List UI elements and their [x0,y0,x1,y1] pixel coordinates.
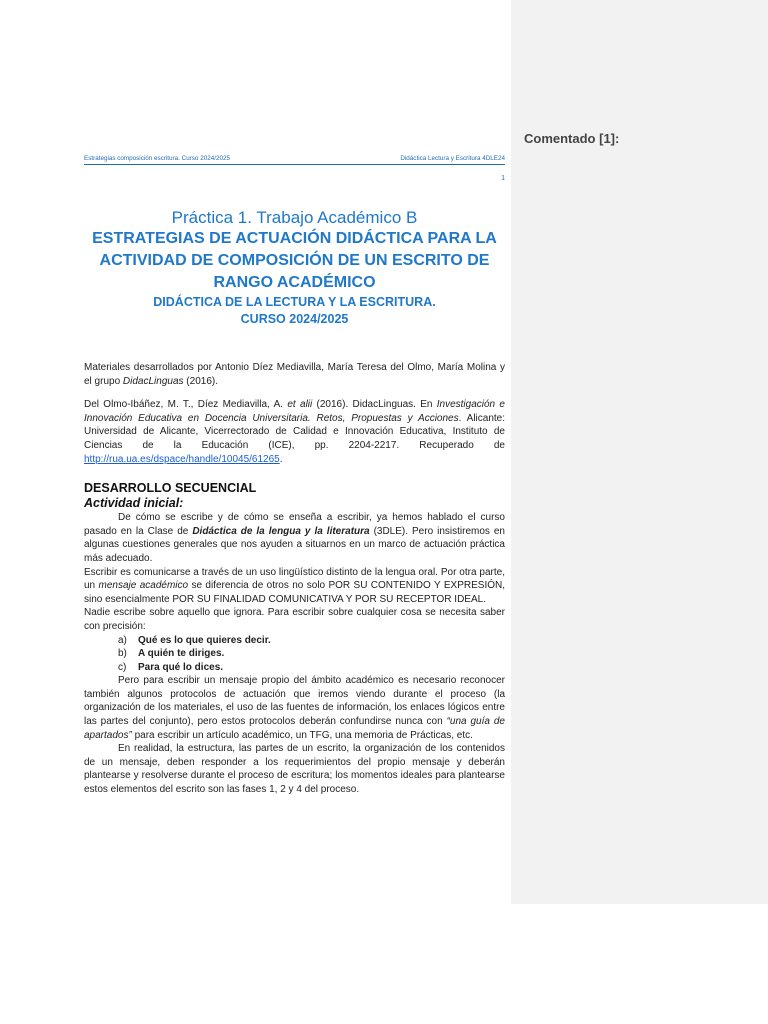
main-title-line3: RANGO ACADÉMICO [213,274,376,291]
page-header [84,155,505,165]
list-item: b) A quién te diriges. [118,648,225,660]
list-item: c) Para qué lo dices. [118,661,224,673]
paragraph-3: Nadie escribe sobre aquello que ignora. Para escribir sobre cualquier cosa se necesita saber con precisión: [84,607,505,632]
page-number: 1 [501,175,505,182]
paragraph-5: En realidad, la estructura, las partes de un escrito, la organización de los contenidos de un mensaje, deben responder a los requerimientos del propio mensaje y deberán plantearse y resolverse durante el proceso de escritura; los momentos ideales para plantearse estos elementos del escrito son las fases 1, 2 y 4 del proceso. [84,743,505,796]
header-left: Estrategias composición escritura. Curso 2024/2025 [84,155,230,162]
comment-title[interactable]: Comentado [1]: [524,131,620,146]
header-right: Didáctica Lectura y Escritura 4DLE24 [400,155,505,162]
questions-list [84,634,505,675]
main-title-line2: ACTIVIDAD DE COMPOSICIÓN DE UN ESCRITO DE [99,252,490,269]
paragraph-1: De cómo se escribe y de cómo se enseña a escribir, ya hemos hablado el curso pasado en la Clase de Didáctica de la lengua y la literatura (3DLE). Pero insistiremos en algunas cuestiones generales que nos ayuden a situarnos en un marco de actuación práctica más adecuado. [84,512,505,564]
paragraph-4: Pero para escribir un mensaje propio del ámbito académico es necesario reconocer también algunos protocolos de actuación que iremos viendo durante el proceso (la organización de los materiales, el uso de las fuentes de información, los enlaces lógicos entre las partes del conjunto), pero estos protocolos deberán confundirse nunca con “una guía de apartados” para escribir un artículo académico, un TFG, una memoria de Prácticas, etc. [84,675,505,741]
document-body [84,361,505,797]
course-title: CURSO 2024/2025 [240,312,349,326]
materials-paragraph: Materiales desarrollados por Antonio Díez Mediavilla, María Teresa del Olmo, María Molina y el grupo DidacLinguas (2016). [84,362,505,387]
reference-link[interactable]: http://rua.ua.es/dspace/handle/10045/61265 [84,453,280,465]
practice-title: Práctica 1. Trabajo Académico B [171,208,418,227]
subject-title: DIDÁCTICA DE LA LECTURA Y LA ESCRITURA. [153,295,436,309]
main-title-line1: ESTRATEGIAS DE ACTUACIÓN DIDÁCTICA PARA LA [92,230,497,247]
reference-paragraph: Del Olmo-Ibáñez, M. T., Díez Mediavilla, A. et alii (2016). DidacLinguas. En Investigación e Innovación Educativa en Docencia Universitaria. Retos, Propuestas y Acciones. Alicante: Universidad de Alicante, Vicerrectorado de Calidad e Innovación Educativa, Instituto de Ciencias de la Educación (ICE), pp. 2204-2217. Recuperado de http://rua.ua.es/dspace/handle/10045/61265. [84,399,505,465]
title-block [84,207,505,328]
list-item: a) Qué es lo que quieres decir. [118,634,271,646]
paragraph-2: Escribir es comunicarse a través de un uso lingüístico distinto de la lengua oral. Por otra parte, un mensaje académico se diferencia de otros no solo POR SU CONTENIDO Y EXPRESIÓN, sino esencialmente POR SU FINALIDAD COMUNICATIVA Y POR SU RECEPTOR IDEAL. [84,566,506,605]
activity-heading: Actividad inicial: [84,496,184,511]
section-heading: DESARROLLO SECUENCIAL [84,481,257,496]
